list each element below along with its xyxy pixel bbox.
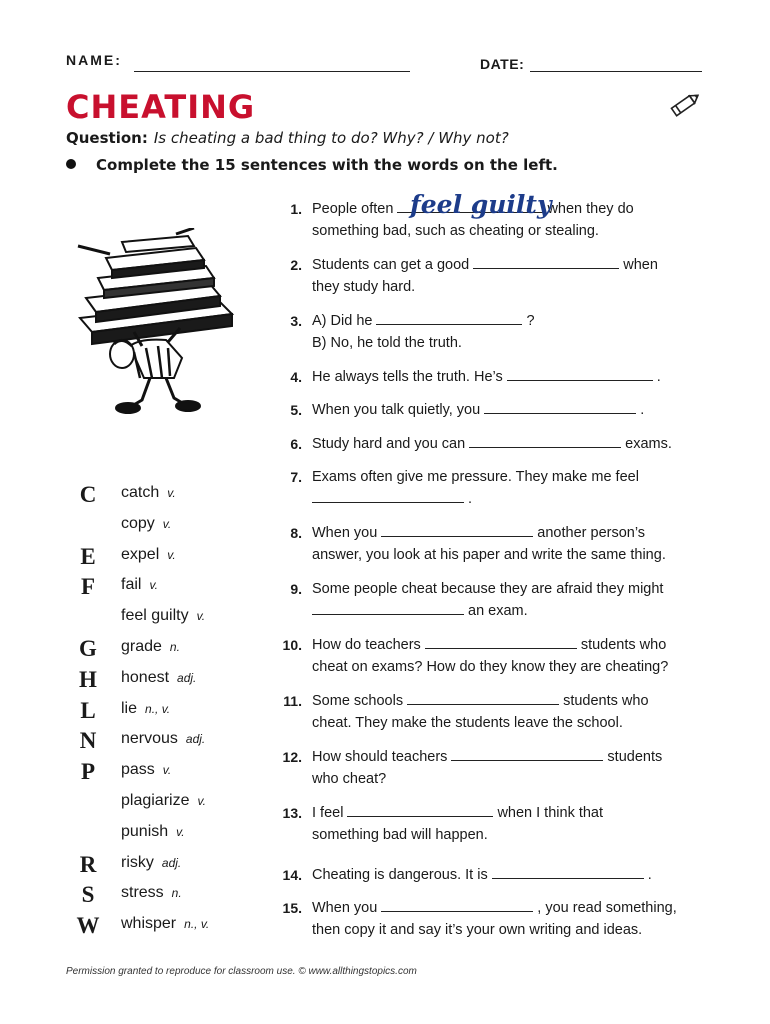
answer-blank[interactable]: [376, 310, 522, 325]
sentence-line: [312, 712, 712, 734]
word-bank-letter: N: [79, 728, 97, 753]
sentence-text: , you read something,: [537, 900, 677, 916]
handwritten-answer: feel guilty: [410, 190, 552, 219]
sentence-line: [312, 220, 712, 242]
part-of-speech: v.: [162, 517, 172, 531]
sentence-text: when I think that: [497, 805, 604, 821]
sentence-number: 6.: [290, 436, 302, 452]
word-bank-letter: L: [80, 698, 96, 723]
word-bank-letter: W: [76, 913, 100, 938]
sentence-text: when they do: [547, 201, 634, 217]
sentence-text: .: [647, 867, 652, 883]
sentence-text: something bad, such as cheating or stealing.: [312, 223, 599, 239]
word-bank-item: [121, 854, 181, 872]
word-bank-word: feel guilty: [121, 607, 189, 624]
sentence-text: Some people cheat because they are afraid they might: [312, 581, 664, 597]
word-bank-word: nervous: [121, 730, 178, 747]
word-bank-word: punish: [121, 823, 169, 840]
answer-blank[interactable]: [425, 634, 577, 649]
question-text: Is cheating a bad thing to do? Why? / Why not?: [153, 129, 509, 147]
sentence-line: [312, 600, 712, 622]
sentence-item: [312, 864, 712, 886]
word-bank-item: [121, 515, 171, 533]
part-of-speech: v.: [176, 825, 185, 839]
sentence-text: when: [623, 257, 658, 273]
word-bank-word: whisper: [121, 915, 177, 932]
sentence-item: [312, 802, 712, 846]
part-of-speech: n., v.: [184, 917, 210, 931]
page-title: CHEATING: [66, 88, 256, 126]
sentence-item: [312, 466, 712, 510]
question-label: Question:: [66, 129, 148, 147]
word-bank-letter: G: [79, 636, 97, 661]
sentence-text: He always tells the truth. He’s: [312, 369, 503, 385]
answer-blank[interactable]: [507, 366, 653, 381]
sentence-line: [312, 656, 712, 678]
sentence-text: answer, you look at his paper and write the same thing.: [312, 547, 666, 563]
word-bank-item: [121, 484, 176, 502]
part-of-speech: adj.: [177, 671, 197, 685]
sentence-text: an exam.: [468, 603, 528, 619]
sentence-text: then copy it and say it’s your own writing and ideas.: [312, 922, 643, 938]
sentence-text: I feel: [312, 805, 344, 821]
sentence-text: something bad will happen.: [312, 827, 488, 843]
sentence-number: 14.: [282, 867, 302, 883]
sentence-text: Exams often give me pressure. They make me feel: [312, 469, 639, 485]
sentence-item: [312, 746, 712, 790]
word-bank-item: [121, 700, 170, 718]
instruction-text: Complete the 15 sentences with the words on the left.: [96, 156, 558, 174]
word-bank-letter: S: [81, 882, 95, 907]
answer-blank[interactable]: [381, 897, 533, 912]
word-bank-word: expel: [121, 546, 160, 563]
sentence-line: [312, 332, 712, 354]
sentence-item: [312, 433, 712, 455]
sentence-number: 13.: [282, 805, 302, 821]
word-bank-word: lie: [121, 700, 138, 717]
sentence-text: B) No, he told the truth.: [312, 335, 462, 351]
sentence-line: [312, 254, 712, 276]
word-bank-word: stress: [121, 884, 164, 901]
answer-blank[interactable]: [312, 600, 464, 615]
word-bank-letter: F: [80, 574, 96, 599]
name-label: NAME:: [66, 52, 122, 68]
answer-blank[interactable]: [473, 254, 619, 269]
part-of-speech: n.: [171, 886, 182, 900]
sentence-text: students who: [580, 637, 667, 653]
sentence-number: 10.: [282, 637, 302, 653]
sentence-text: exams.: [625, 436, 672, 452]
word-bank-word: copy: [121, 515, 155, 532]
sentence-item: [312, 897, 712, 941]
sentence-text: .: [468, 491, 473, 507]
sentence-line: [312, 366, 712, 388]
part-of-speech: adj.: [185, 732, 206, 746]
sentence-item: [312, 634, 712, 678]
sentence-item: [312, 578, 712, 622]
sentence-text: students who: [563, 693, 649, 709]
answer-blank[interactable]: [492, 864, 644, 879]
student-carrying-books-illustration: [70, 228, 240, 418]
sentence-line: [312, 276, 712, 298]
pencil-icon: [668, 90, 702, 120]
word-bank-item: [121, 761, 171, 779]
name-field[interactable]: [134, 71, 410, 72]
word-bank-item: [121, 730, 205, 748]
sentence-line: [312, 824, 712, 846]
word-bank-word: grade: [121, 638, 162, 655]
word-bank-word: fail: [121, 576, 142, 593]
answer-blank[interactable]: [407, 690, 559, 705]
word-bank-item: [121, 669, 196, 687]
sentence-line: [312, 919, 712, 941]
sentence-line: [312, 310, 712, 332]
part-of-speech: v.: [197, 794, 206, 808]
part-of-speech: n.: [169, 640, 180, 654]
sentence-text: Students can get a good: [312, 257, 470, 273]
sentence-item: [312, 690, 712, 734]
sentence-text: .: [656, 369, 661, 385]
part-of-speech: v.: [162, 763, 172, 777]
sentence-number: 9.: [290, 581, 302, 597]
word-bank-item: [121, 638, 180, 656]
part-of-speech: v.: [196, 609, 206, 623]
sentence-item: [312, 366, 712, 388]
sentence-number: 3.: [290, 313, 302, 329]
sentence-line: [312, 864, 712, 886]
bullet-icon: [66, 159, 76, 169]
sentence-text: Cheating is dangerous. It is: [312, 867, 488, 883]
sentence-number: 7.: [290, 469, 302, 485]
answer-blank[interactable]: [347, 802, 493, 817]
sentence-line: [312, 433, 712, 455]
sentence-text: How should teachers: [312, 749, 448, 765]
word-bank-item: [121, 576, 158, 594]
word-bank-item: [121, 792, 206, 810]
word-bank-item: [121, 915, 209, 933]
sentence-number: 15.: [282, 900, 302, 916]
word-bank-item: [121, 607, 205, 625]
sentence-text: When you: [312, 525, 378, 541]
word-bank-letter: C: [79, 482, 97, 507]
question: [66, 129, 509, 147]
part-of-speech: adj.: [161, 856, 182, 870]
sentence-line: [312, 544, 712, 566]
word-bank-letter: E: [80, 544, 96, 569]
part-of-speech: v.: [167, 486, 176, 500]
sentence-number: 12.: [282, 749, 302, 765]
sentence-line: [312, 522, 712, 544]
sentence-text: Study hard and you can: [312, 436, 466, 452]
word-bank-letter: R: [79, 852, 97, 877]
sentence-text: People often: [312, 201, 394, 217]
sentence-line: [312, 578, 712, 600]
sentence-line: [312, 634, 712, 656]
answer-blank[interactable]: [381, 522, 533, 537]
word-bank-letter: H: [79, 667, 97, 692]
sentence-text: students: [607, 749, 663, 765]
word-bank-item: [121, 823, 185, 841]
sentence-item: [312, 310, 712, 354]
sentence-text: A) Did he: [312, 313, 373, 329]
footer-credit: Permission granted to reproduce for classroom use. © www.allthingstopics.com: [66, 966, 417, 977]
date-label: DATE:: [480, 56, 525, 72]
answer-blank[interactable]: [312, 488, 464, 503]
word-bank-item: [121, 546, 176, 564]
sentence-text: they study hard.: [312, 279, 416, 295]
sentence-line: [312, 466, 712, 488]
sentence-text: cheat on exams? How do they know they are cheating?: [312, 659, 669, 675]
sentence-line: [312, 897, 712, 919]
sentence-item: [312, 254, 712, 298]
sentence-line: [312, 768, 712, 790]
word-bank-word: risky: [121, 854, 154, 871]
sentence-number: 11.: [283, 693, 302, 709]
sentence-text: ?: [526, 313, 535, 329]
instruction: [66, 156, 558, 174]
sentence-number: 5.: [290, 402, 302, 418]
sentence-text: .: [640, 402, 645, 418]
date-field[interactable]: [530, 71, 702, 72]
word-bank-item: [121, 884, 182, 902]
sentence-text: cheat. They make the students leave the school.: [312, 715, 623, 731]
sentence-item: [312, 399, 712, 421]
part-of-speech: v.: [167, 548, 176, 562]
sentence-number: 2.: [290, 257, 302, 273]
sentence-number: 8.: [290, 525, 302, 541]
sentence-item: [312, 522, 712, 566]
answer-blank[interactable]: [484, 399, 636, 414]
word-bank-letter: P: [80, 759, 96, 784]
word-bank-word: plagiarize: [121, 792, 190, 809]
sentence-number: 1.: [290, 201, 302, 217]
sentence-text: another person’s: [537, 525, 646, 541]
sentence-text: When you talk quietly, you: [312, 402, 481, 418]
word-bank-word: honest: [121, 669, 170, 686]
sentence-line: [312, 802, 712, 824]
sentence-line: [312, 399, 712, 421]
answer-blank[interactable]: [469, 433, 621, 448]
sentence-line: [312, 746, 712, 768]
answer-blank[interactable]: [451, 746, 603, 761]
sentence-text: How do teachers: [312, 637, 421, 653]
part-of-speech: n., v.: [145, 702, 171, 716]
sentence-text: When you: [312, 900, 378, 916]
sentence-text: Some schools: [312, 693, 404, 709]
sentence-line: [312, 690, 712, 712]
part-of-speech: v.: [149, 578, 158, 592]
sentence-text: who cheat?: [312, 771, 387, 787]
word-bank-word: pass: [121, 761, 155, 778]
word-bank-word: catch: [121, 484, 160, 501]
sentence-number: 4.: [290, 369, 302, 385]
sentence-line: [312, 488, 712, 510]
